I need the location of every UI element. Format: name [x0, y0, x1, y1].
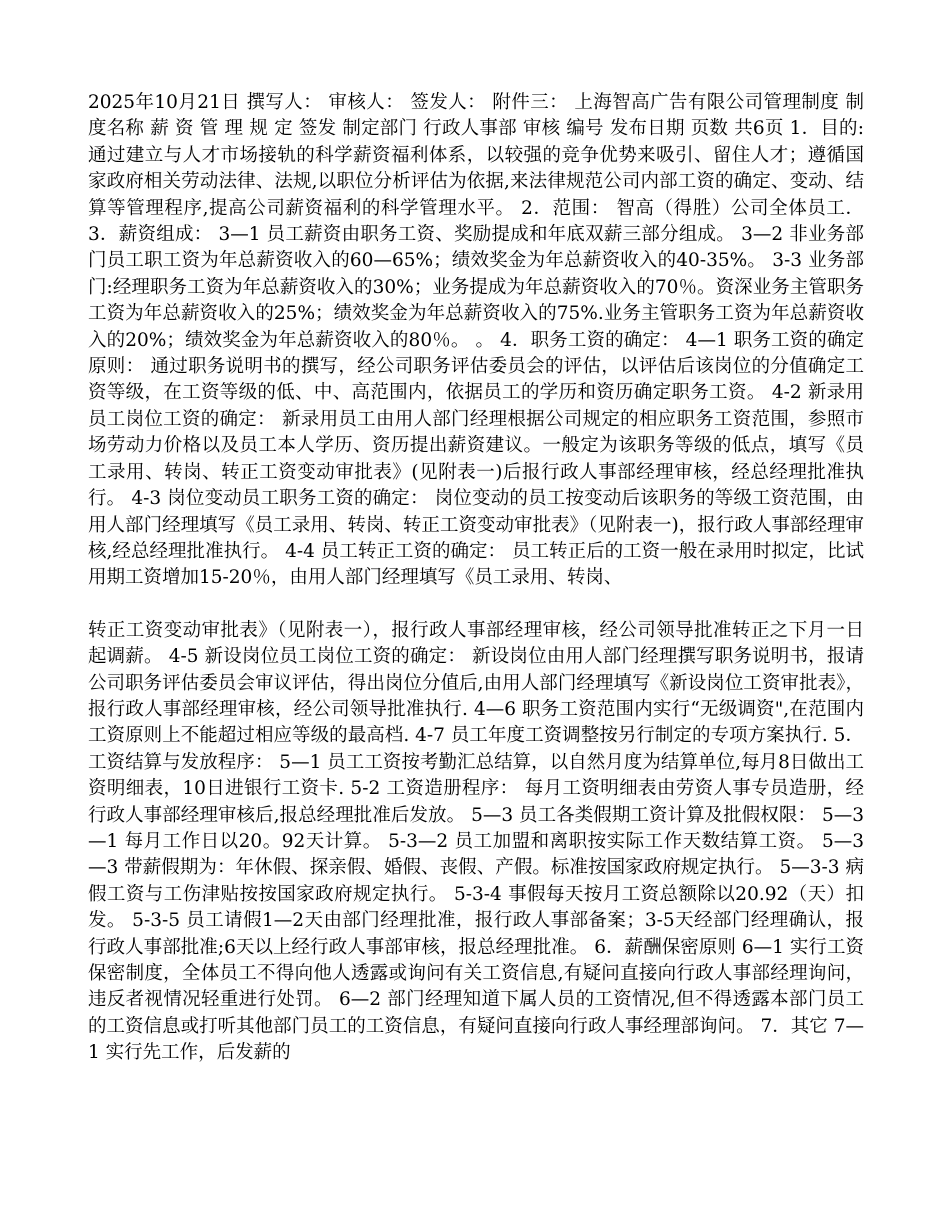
document-body [88, 90, 864, 1067]
paragraph-2: 转正工资变动审批表》（见附表一），报行政人事部经理审核，经公司领导批准转正之下月一日起调薪。 4-5 新设岗位员工岗位工资的确定： 新设岗位由用人部门经理撰写职务说明书，报请公司职务评估委员会审议评估，得出岗位分值后,由用人部门经理填写《新设岗位工资审批表》，报行政人事部经理审核，经公司领导批准执行. 4—6 职务工资范围内实行“无级调资",在范围内工资原则上不能超过相应等级的最高档. 4-7 员工年度工资调整按另行制定的专项方案执行. 5．工资结算与发放程序： 5—1 员工工资按考勤汇总结算，以自然月度为结算单位,每月8日做出工资明细表，10日进银行工资卡. 5-2 工资造册程序： 每月工资明细表由劳资人事专员造册，经行政人事部经理审核后,报总经理批准后发放。 5—3 员工各类假期工资计算及批假权限： 5—3—1 每月工作日以20。92天计算。 5-3—2 员工加盟和离职按实际工作天数结算工资。 5—3—3 带薪假期为：年休假、探亲假、婚假、丧假、产假。标准按国家政府规定执行。 5—3-3 病假工资与工伤津贴按按国家政府规定执行。 5-3-4 事假每天按月工资总额除以20.92（天）扣发。 5-3-5 员工请假1—2天由部门经理批准，报行政人事部备案；3-5天经部门经理确认，报行政人事部批准;6天以上经行政人事部审核，报总经理批准。 6．薪酬保密原则 6—1 实行工资保密制度，全体员工不得向他人透露或询问有关工资信息,有疑问直接向行政人事部经理询问，违反者视情况轻重进行处罚。 6—2 部门经理知道下属人员的工资情况,但不得透露本部门员工的工资信息或打听其他部门员工的工资信息，有疑问直接向行政人事经理部询问。 7．其它 7—1 实行先工作，后发薪的 [88, 619, 864, 1064]
paragraph-1: 2025年10月21日 撰写人： 审核人： 签发人： 附件三： 上海智高广告有限公司管理制度 制度名称 薪 资 管 理 规 定 签发 制定部门 行政人事部 审核 编号 发布日期 页数 共6页 1．目的: 通过建立与人才市场接轨的科学薪资福利体系，以较强的竞争优势来吸引、留住人才；遵循国家政府相关劳动法律、法规,以职位分析评估为依据,来法律规范公司内部工资的确定、变动、结算等管理程序,提高公司薪资福利的科学管理水平。 2．范围： 智高（得胜）公司全体员工． 3．薪资组成： 3—1 员工薪资由职务工资、奖励提成和年底双薪三部分组成。 3—2 非业务部门员工职工资为年总薪资收入的60—65%；绩效奖金为年总薪资收入的40-35%。 3-3 业务部门:经理职务工资为年总薪资收入的30%；业务提成为年总薪资收入的70％。资深业务主管职务工资为年总薪资收入的25%；绩效奖金为年总薪资收入的75%.业务主管职务工资为年总薪资收入的20%；绩效奖金为年总薪资收入的80％。 。 4．职务工资的确定： 4—1 职务工资的确定原则： 通过职务说明书的撰写，经公司职务评估委员会的评估，以评估后该岗位的分值确定工资等级，在工资等级的低、中、高范围内，依据员工的学历和资历确定职务工资。 4-2 新录用员工岗位工资的确定： 新录用员工由用人部门经理根据公司规定的相应职务工资范围，参照市场劳动力价格以及员工本人学历、资历提出薪资建议。一般定为该职务等级的低点，填写《员工录用、转岗、转正工资变动审批表》(见附表一)后报行政人事部经理审核，经总经理批准执行。 4-3 岗位变动员工职务工资的确定： 岗位变动的员工按变动后该职务的等级工资范围，由用人部门经理填写《员工录用、转岗、转正工资变动审批表》（见附表一)，报行政人事部经理审核,经总经理批准执行。 4-4 员工转正工资的确定： 员工转正后的工资一般在录用时拟定，比试用期工资增加15-20％，由用人部门经理填写《员工录用、转岗、 [88, 92, 864, 589]
